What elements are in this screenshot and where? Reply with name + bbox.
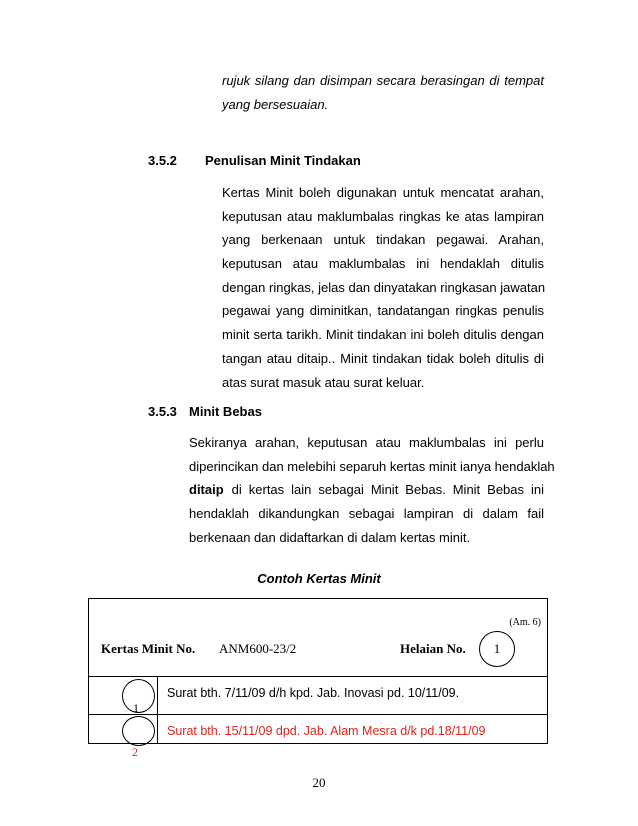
- helaian-label: Helaian No.: [400, 641, 466, 656]
- row-text: Surat bth. 7/11/09 d/h kpd. Jab. Inovasi pd. 10/11/09.: [167, 686, 460, 700]
- helaian-value: 1: [493, 641, 501, 656]
- section-352-line: dengan ringkas, jelas dan dinyatakan ringkasan jawatan: [222, 279, 546, 295]
- section-352-line: keputusan atau maklumbalas ini hendaklah ditulis: [222, 256, 544, 272]
- section-353-paragraph: [189, 431, 555, 549]
- row-number-highlighted: 2: [132, 745, 138, 759]
- section-353-number: 3.5.3: [148, 404, 177, 419]
- kertas-minit-form: [88, 598, 548, 744]
- intro-line: yang bersesuaian.: [222, 96, 329, 112]
- section-352-line: minit serta tarikh. Minit tindakan ini boleh ditulis dengan: [222, 327, 544, 343]
- minit-no-label: Kertas Minit No.: [101, 641, 196, 656]
- section-352-line: atas surat masuk atau surat keluar.: [222, 374, 425, 390]
- page-number: 20: [312, 775, 326, 790]
- section-353-line: hendaklah dikandungkan sebagai lampiran di dalam fail: [189, 506, 544, 522]
- bold-word-ditaip: ditaip: [189, 482, 224, 498]
- section-352-title: Penulisan Minit Tindakan: [205, 153, 361, 168]
- section-352-line: Kertas Minit boleh digunakan untuk mencatat arahan,: [222, 185, 544, 200]
- section-352-number: 3.5.2: [148, 153, 177, 168]
- section-353-title: Minit Bebas: [189, 404, 262, 419]
- section-353-line-rest: di kertas lain sebagai Minit Bebas. Minit Bebas ini: [231, 482, 544, 498]
- section-352-line: yang berkenaan untuk tindakan pegawai. Arahan,: [222, 232, 544, 248]
- form-code: (Am. 6): [509, 617, 541, 628]
- row-text-highlighted: Surat bth. 15/11/09 dpd. Jab. Alam Mesra d/k pd.18/11/09: [167, 724, 486, 738]
- section-353-line: diperincikan dan melebihi separuh kertas minit ianya hendaklah: [189, 458, 555, 474]
- section-353-line: Sekiranya arahan, keputusan atau maklumbalas ini perlu: [189, 435, 544, 450]
- column-divider: [157, 676, 158, 743]
- section-352-line: keputusan atau maklumbalas ringkas ke atas lampiran: [222, 208, 544, 224]
- section-353-line: [189, 478, 544, 502]
- row-number: 1: [133, 701, 139, 715]
- section-352-line: pegawai yang diminitkan, tandatangan ringkas penulis: [222, 303, 544, 319]
- section-352-paragraph: [222, 181, 544, 394]
- intro-paragraph: [222, 69, 544, 116]
- intro-line: rujuk silang dan disimpan secara berasingan di tempat: [222, 73, 544, 88]
- section-353-line: berkenaan dan didaftarkan di dalam kertas minit.: [189, 529, 471, 545]
- minit-no-value: ANM600-23/2: [219, 641, 297, 656]
- helaian-circle: [479, 631, 515, 667]
- row-number-circle: [122, 716, 155, 746]
- section-352-line: tangan atau ditaip.. Minit tindakan tidak boleh ditulis di: [222, 350, 544, 366]
- example-caption: Contoh Kertas Minit: [257, 571, 381, 586]
